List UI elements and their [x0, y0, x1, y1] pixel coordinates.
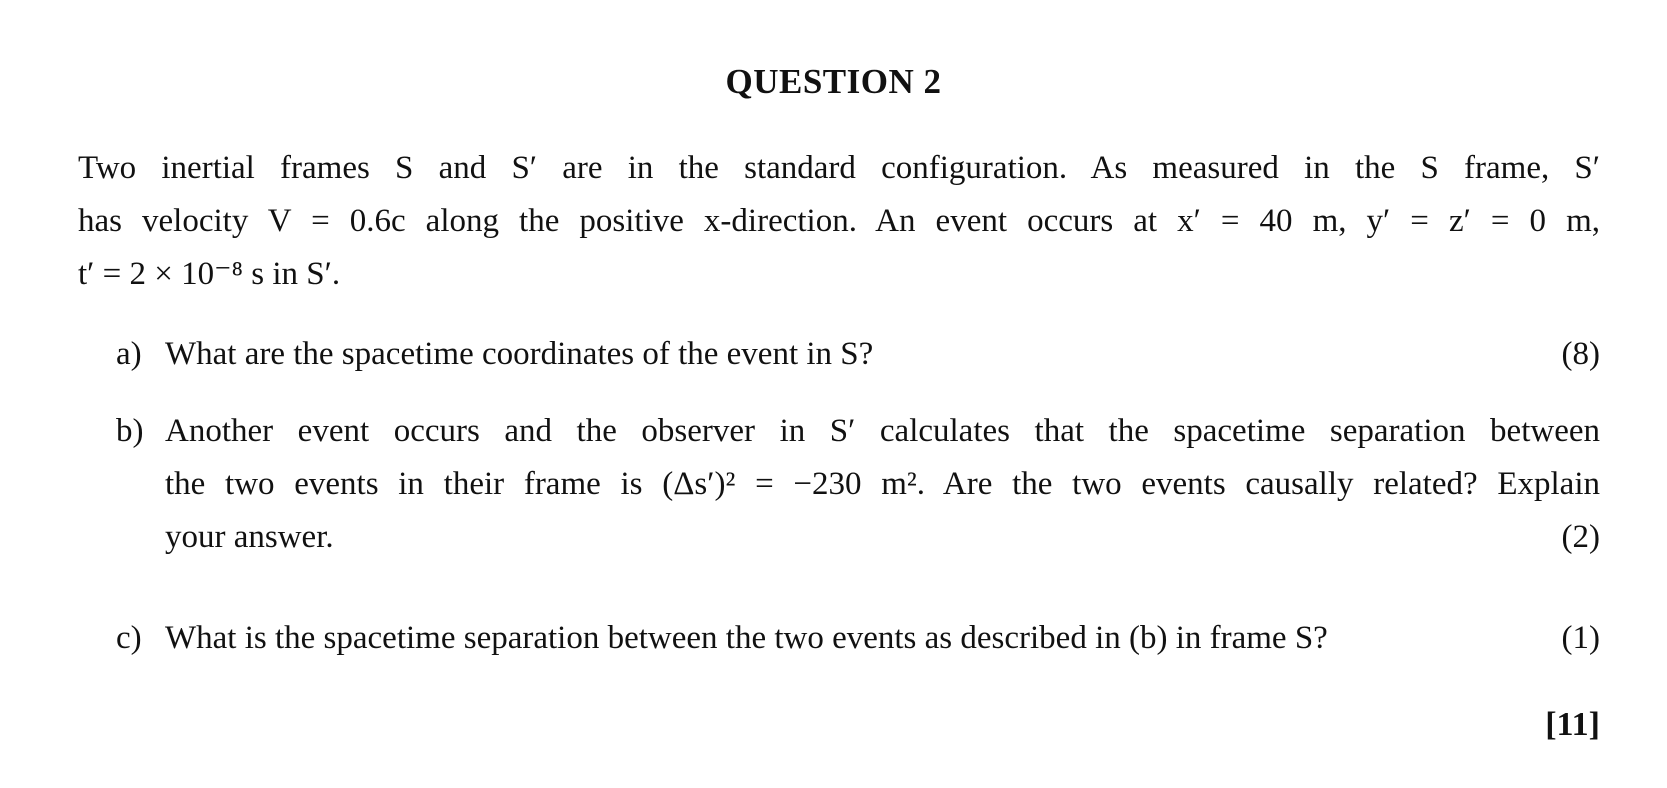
part-b-line-3: your answer.: [165, 519, 334, 555]
question-intro: [78, 142, 1600, 301]
part-c: [116, 612, 1600, 665]
part-c-label: c): [116, 620, 142, 656]
part-b: [116, 405, 1600, 564]
part-b-marks: (2): [1561, 519, 1600, 555]
intro-line-2: has velocity V = 0.6c along the positive x-direction. An event occurs at x′ = 40 m, y′ = z′ = 0 m,: [78, 203, 1600, 239]
part-a-text: What are the spacetime coordinates of the event in S?: [165, 336, 874, 372]
part-b-line-2: the two events in their frame is (Δs′)² = −230 m². Are the two events causally related? Explain: [165, 466, 1600, 502]
part-a-marks: (8): [1561, 336, 1600, 372]
question-title: QUESTION 2: [725, 62, 942, 101]
intro-line-1: Two inertial frames S and S′ are in the standard configuration. As measured in the S frame, S′: [78, 150, 1600, 186]
part-a: [116, 328, 1600, 381]
part-b-line-1: Another event occurs and the observer in S′ calculates that the spacetime separation between: [165, 413, 1600, 449]
part-c-text: What is the spacetime separation between the two events as described in (b) in frame S?: [165, 620, 1328, 656]
total-marks: [11]: [1545, 706, 1600, 743]
part-c-marks: (1): [1561, 620, 1600, 656]
part-a-label: a): [116, 336, 142, 372]
intro-line-3: t′ = 2 × 10⁻⁸ s in S′.: [78, 256, 341, 292]
part-b-label: b): [116, 413, 144, 449]
